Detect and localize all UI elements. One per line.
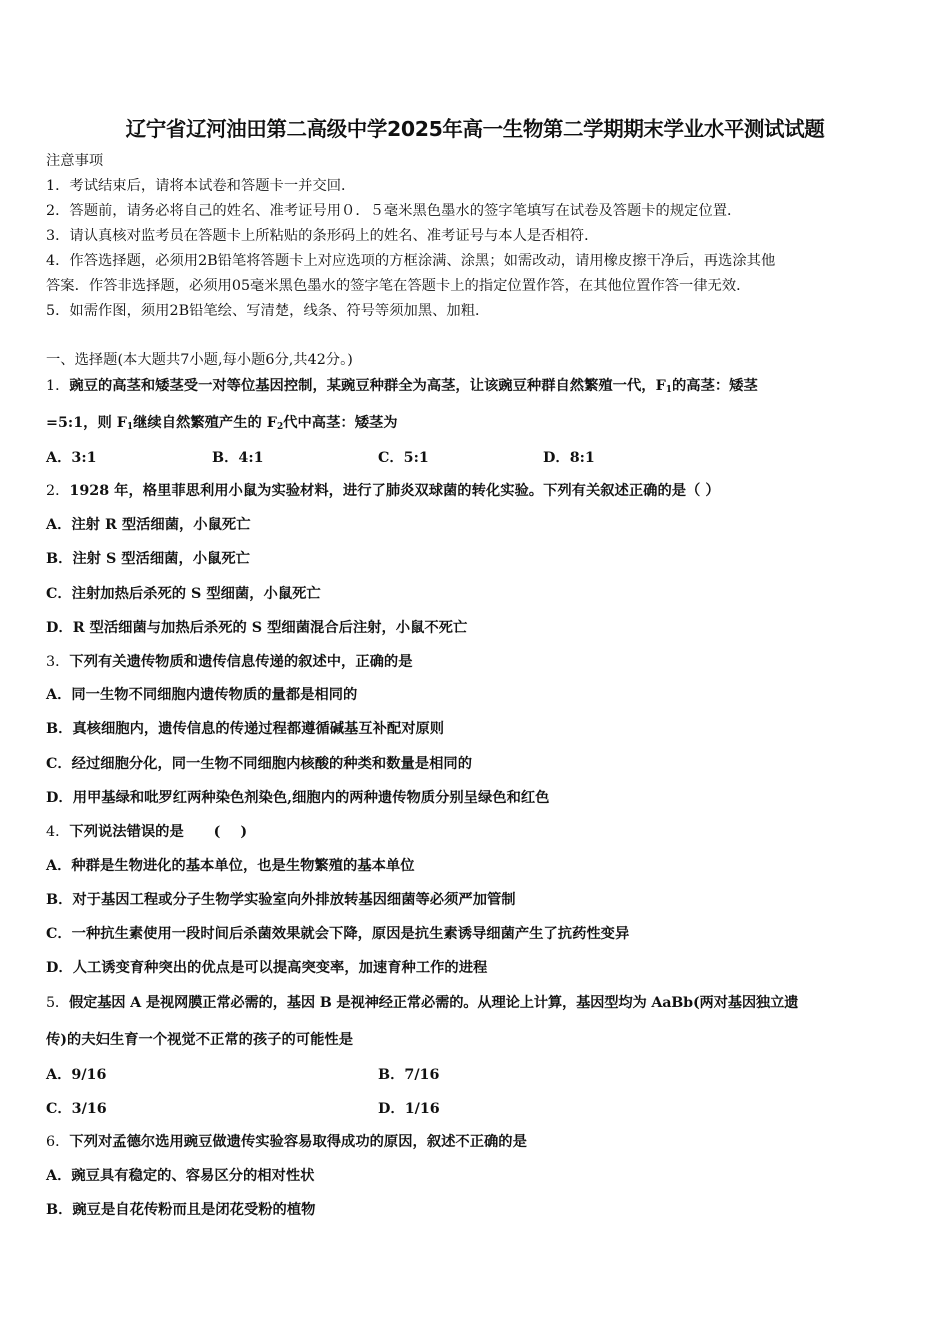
section-heading: 一、选择题(本大题共7小题,每小题6分,共42分。) — [46, 352, 353, 368]
stem-text: 豌豆的高茎和矮茎受一对等位基因控制，某豌豆种群全为高茎，让该豌豆种群自然繁殖一代，F — [69, 378, 666, 394]
notice-item: 4．作答选择题，必须用2B铅笔将答题卡上对应选项的方框涂满、涂黑；如需改动，请用橡皮擦干净后，再选涂其他 — [46, 253, 776, 269]
stem-text: 代中高茎：矮茎为 — [283, 415, 398, 431]
option-c[interactable]: C．一种抗生素使用一段时间后杀菌效果就会下降，原因是抗生素诱导细菌产生了抗药性变异 — [46, 926, 630, 942]
question-number: 2． — [46, 483, 70, 499]
question-number: 5． — [46, 995, 69, 1011]
subscript: 1 — [665, 385, 672, 395]
option-c[interactable]: C．3/16 — [46, 1101, 107, 1117]
option-b[interactable]: B．对于基因工程或分子生物学实验室向外排放转基因细菌等必须严加管制 — [46, 892, 516, 908]
subscript: 1 — [126, 422, 134, 432]
notice-item: 答案．作答非选择题，必须用05毫米黑色墨水的签字笔在答题卡上的指定位置作答，在其他位置作答一律无效． — [46, 278, 751, 294]
stem-text: 继续自然繁殖产生的 F — [133, 415, 277, 431]
option-a[interactable]: A．同一生物不同细胞内遗传物质的量都是相同的 — [46, 687, 358, 703]
question-4-stem — [46, 823, 247, 841]
option-a[interactable]: A．3:1 — [46, 450, 97, 466]
option-d[interactable]: D．8:1 — [543, 450, 595, 466]
option-b[interactable]: B．7/16 — [378, 1067, 440, 1083]
option-d[interactable]: D．1/16 — [378, 1101, 440, 1117]
stem-text: 下列有关遗传物质和遗传信息传递的叙述中，正确的是 — [69, 654, 413, 670]
option-c[interactable]: C．注射加热后杀死的 S 型细菌，小鼠死亡 — [46, 586, 321, 602]
notice-item: 2．答题前，请务必将自己的姓名、准考证号用０．５毫米黑色墨水的签字笔填写在试卷及答题卡的规定位置． — [46, 203, 742, 219]
stem-text: 假定基因 A 是视网膜正常必需的，基因 B 是视神经正常必需的。从理论上计算，基因型均为 AaBb(两对基因独立遗 — [69, 995, 799, 1011]
question-6-stem — [46, 1133, 527, 1151]
option-d[interactable]: D．用甲基绿和吡罗红两种染色剂染色,细胞内的两种遗传物质分别呈绿色和红色 — [46, 790, 550, 806]
option-c[interactable]: C．经过细胞分化，同一生物不同细胞内核酸的种类和数量是相同的 — [46, 756, 472, 772]
option-a[interactable]: A．种群是生物进化的基本单位，也是生物繁殖的基本单位 — [46, 858, 415, 874]
page-title: 辽宁省辽河油田第二高级中学2025年高一生物第二学期期末学业水平测试试题 — [125, 117, 825, 141]
option-d[interactable]: D．人工诱变育种突出的优点是可以提高突变率，加速育种工作的进程 — [46, 960, 488, 976]
question-1-stem — [46, 377, 758, 395]
question-5-stem — [46, 994, 798, 1012]
option-b[interactable]: B．豌豆是自花传粉而且是闭花受粉的植物 — [46, 1202, 316, 1218]
notice-item: 3．请认真核对监考员在答题卡上所粘贴的条形码上的姓名、准考证号与本人是否相符． — [46, 228, 599, 244]
stem-text: 1928 年，格里菲思利用小鼠为实验材料，进行了肺炎双球菌的转化实验。下列有关叙述正确的是（ ） — [69, 483, 720, 499]
question-2-stem — [46, 482, 720, 500]
stem-text: 下列说法错误的是 ( ) — [69, 824, 248, 840]
option-b[interactable]: B．注射 S 型活细菌，小鼠死亡 — [46, 551, 250, 567]
option-b[interactable]: B．真核细胞内，遗传信息的传递过程都遵循碱基互补配对原则 — [46, 721, 445, 737]
subscript: 2 — [276, 422, 284, 432]
question-3-stem — [46, 653, 413, 671]
option-d[interactable]: D．R 型活细菌与加热后杀死的 S 型细菌混合后注射，小鼠不死亡 — [46, 620, 468, 636]
question-number: 4． — [46, 824, 70, 840]
question-5-stem-cont: 传)的夫妇生育一个视觉不正常的孩子的可能性是 — [46, 1032, 353, 1048]
question-number: 1． — [46, 378, 70, 394]
notice-item: 5．如需作图，须用2B铅笔绘、写清楚，线条、符号等须加黑、加粗． — [46, 303, 490, 319]
question-1-stem-cont — [46, 414, 398, 432]
notice-heading: 注意事项 — [46, 153, 104, 169]
option-b[interactable]: B．4:1 — [212, 450, 264, 466]
stem-text: =5:1，则 F — [46, 415, 127, 431]
stem-text: 下列对孟德尔选用豌豆做遗传实验容易取得成功的原因，叙述不正确的是 — [69, 1134, 527, 1150]
stem-text: 的高茎：矮茎 — [672, 378, 758, 394]
option-a[interactable]: A．9/16 — [46, 1067, 107, 1083]
notice-item: 1．考试结束后，请将本试卷和答题卡一并交回． — [46, 178, 356, 194]
option-a[interactable]: A．豌豆具有稳定的、容易区分的相对性状 — [46, 1168, 315, 1184]
question-number: 3． — [46, 654, 70, 670]
question-number: 6． — [46, 1134, 70, 1150]
option-a[interactable]: A．注射 R 型活细菌，小鼠死亡 — [46, 517, 251, 533]
option-c[interactable]: C．5:1 — [378, 450, 429, 466]
